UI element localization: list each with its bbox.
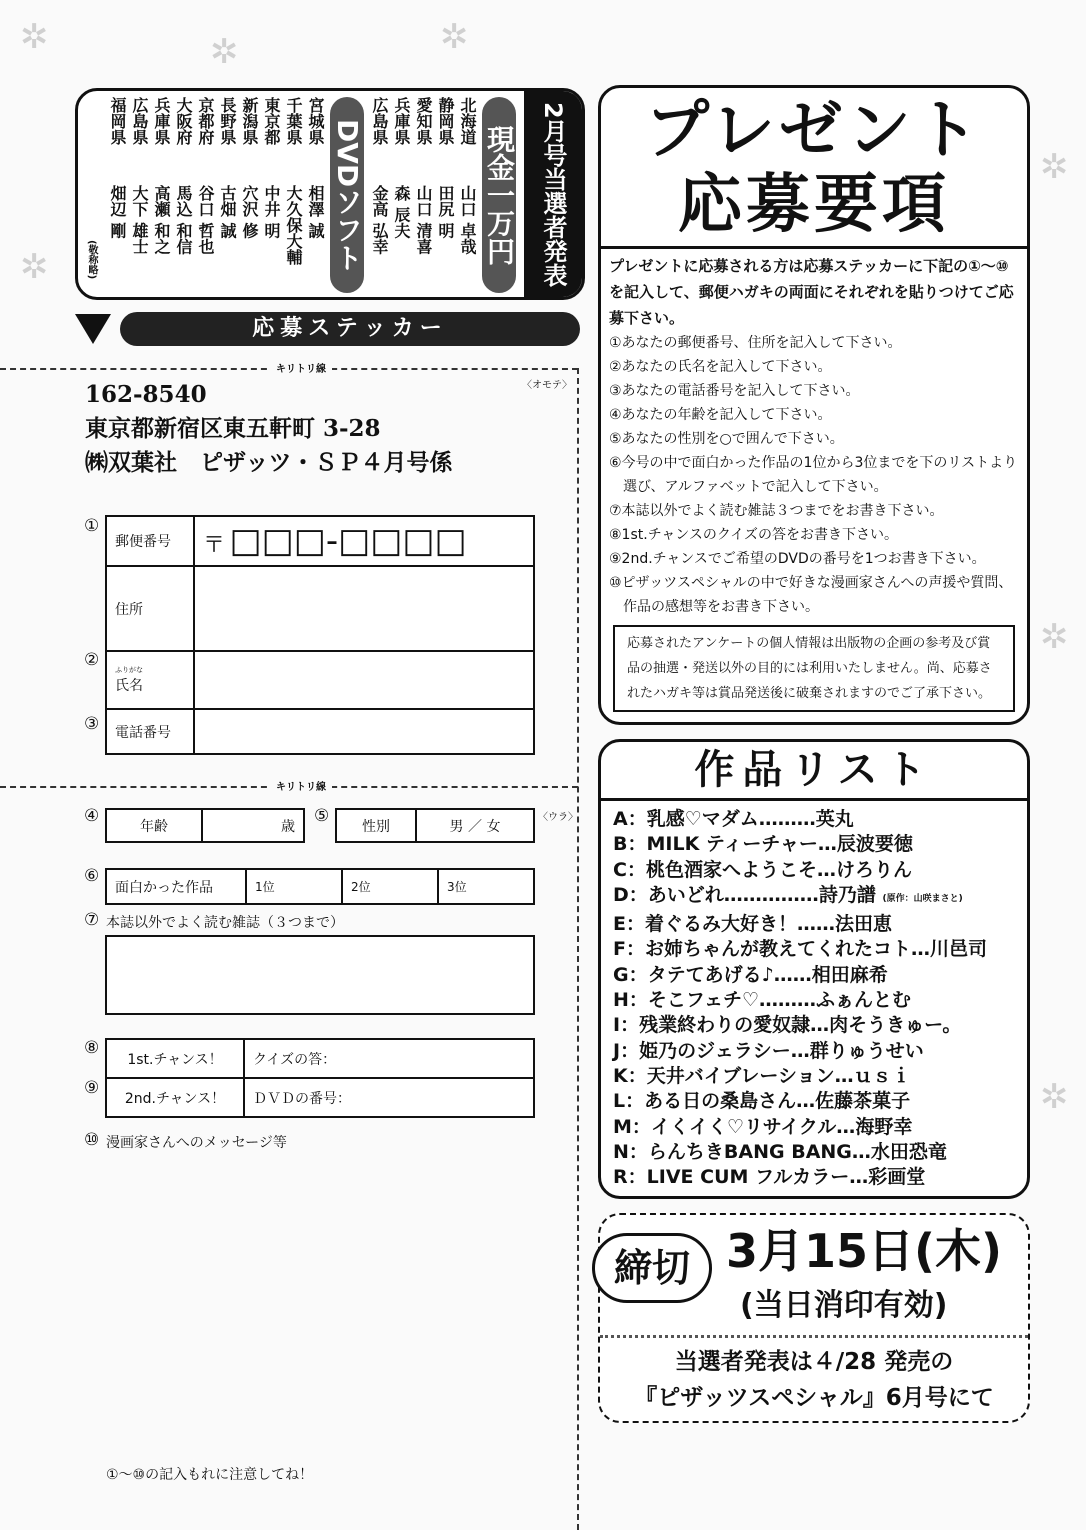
magazines-input[interactable] [105, 935, 535, 1015]
age-input[interactable] [202, 809, 304, 842]
sticker-title: 応募ステッカー [120, 312, 580, 346]
contact-form [105, 515, 535, 755]
winner-entry [390, 97, 412, 293]
winner-entry [106, 97, 128, 293]
postal-boxes: □□□-□□□□ [229, 521, 467, 561]
deadline-box [598, 1213, 1030, 1423]
address-line1: 東京都新宿区東五軒町 3-28 [85, 415, 381, 442]
mail-address [85, 378, 453, 480]
winner-name: 山口 清喜 [414, 185, 433, 255]
winner-entry [216, 97, 238, 293]
announce-line2: 『ピザッツスペシャル』6月号にて [634, 1385, 994, 1412]
star-decoration: ✲ [1040, 147, 1069, 187]
work-author: 相田麻希 [811, 963, 888, 986]
rank3-input[interactable] [438, 869, 534, 904]
right-column [598, 85, 1030, 1423]
work-key: G [613, 963, 629, 986]
work-key: D [613, 883, 629, 906]
star-decoration: ✲ [1040, 617, 1069, 657]
name-label [106, 651, 194, 709]
winner-prefecture: 福岡県 [108, 97, 127, 145]
work-item: B：MILK ティーチャー…辰波要徳 [613, 833, 913, 856]
cash-heading: 現金一万円 [482, 97, 516, 293]
work-key: I [613, 1014, 621, 1037]
guide-item: ③あなたの電話番号を記入して下さい。 [609, 383, 860, 399]
chance1-label: 1st.チャンス！ [106, 1039, 244, 1078]
address-zip: 162-8540 [85, 381, 207, 408]
favorite-works-field [105, 868, 535, 905]
privacy-notice: 応募されたアンケートの個人情報は出版物の企画の参考及び賞品の抽選・発送以外の目的には利用いたしません。尚、応募されたハガキ等は賞品発送後に破棄されますのでご了承下さい。 [613, 625, 1015, 712]
winner-name: 森 辰夫 [392, 185, 411, 239]
guide-title-1: プレゼント [645, 94, 983, 168]
winner-entry [456, 97, 478, 293]
star-decoration: ✲ [440, 17, 469, 57]
work-key: F [613, 938, 626, 961]
winner-name: 馬込 和信 [174, 185, 193, 255]
field-number: ⑩ [84, 1130, 100, 1150]
winner-prefecture: 東京都 [262, 97, 281, 145]
works-list-title: 作品リスト [601, 742, 1027, 801]
postal-input[interactable] [194, 516, 534, 566]
winner-prefecture: 広島県 [370, 97, 389, 145]
guide-item: ⑨2nd.チャンスでご希望のDVDの番号を1つお書き下さい。 [609, 551, 986, 567]
work-author: 法田恵 [835, 913, 893, 936]
winner-entry [434, 97, 456, 293]
field-number: ④ [84, 806, 100, 826]
winner-prefecture: 新潟県 [240, 97, 259, 145]
deadline-postmark: (当日消印有効) [740, 1288, 948, 1324]
work-author: 川邑司 [930, 938, 988, 961]
work-note: (原作：山咲まさと) [882, 893, 963, 904]
works-list-box [598, 739, 1030, 1199]
work-key: A [613, 808, 628, 830]
rank1-label: 1位 [255, 880, 275, 894]
cut-line-vertical [577, 368, 579, 1530]
work-key: J [613, 1039, 621, 1062]
winner-prefecture: 兵庫県 [152, 97, 171, 145]
winner-name: 山口 卓哉 [458, 185, 477, 255]
fav-label: 面白かった作品 [106, 869, 246, 904]
work-title: イくイく♡リサイクル… [650, 1115, 856, 1138]
winner-entry [194, 97, 216, 293]
winner-prefecture: 宮城県 [306, 97, 325, 145]
work-author: 肉そうきゅー。 [829, 1014, 962, 1037]
work-item: F：お姉ちゃんが教えてくれたコト…川邑司 [613, 938, 988, 961]
postal-mark: 〒 [203, 533, 226, 558]
rank1-input[interactable] [246, 869, 342, 904]
work-item: R：LIVE CUM フルカラー…彩画堂 [613, 1166, 926, 1189]
work-key: R [613, 1166, 628, 1189]
quiz-input[interactable] [244, 1039, 534, 1078]
winners-box [75, 88, 585, 300]
guide-item: ⑤あなたの性別を○で囲んで下さい。 [609, 431, 844, 447]
age-field [105, 808, 305, 843]
winner-prefecture: 愛知県 [414, 97, 433, 145]
work-title: 桃色酒家へようこそ… [645, 858, 836, 881]
field-number: ⑧ [84, 1038, 100, 1058]
magazines-label: 本誌以外でよく読む雑誌（３つまで） [106, 915, 344, 931]
deadline-label: 締切 [592, 1233, 712, 1303]
winner-prefecture: 静岡県 [436, 97, 455, 145]
address-input[interactable] [194, 566, 534, 651]
sex-options[interactable]: 男 ／ 女 [416, 809, 534, 842]
winner-name: 田尻 明 [436, 185, 455, 239]
rank3-label: 3位 [447, 880, 467, 894]
work-title: 残業終わりの愛奴隷… [639, 1014, 830, 1037]
winner-entry [304, 97, 326, 293]
work-item: H：そこフェチ♡………ふぁんとむ [613, 989, 912, 1012]
chance-field [105, 1038, 535, 1118]
postal-label: 郵便番号 [106, 516, 194, 566]
work-title: 着ぐるみ大好き！…… [645, 913, 836, 936]
winner-prefecture: 京都府 [196, 97, 215, 145]
guide-box [598, 85, 1030, 725]
work-title: お姉ちゃんが教えてくれたコト… [645, 938, 931, 961]
age-label: 年齢 [106, 809, 202, 842]
work-key: N [613, 1140, 629, 1163]
work-key: K [613, 1064, 628, 1087]
guide-item: ④あなたの年齢を記入して下さい。 [609, 407, 832, 423]
work-author: 彩画堂 [868, 1166, 926, 1189]
winner-name: 谷口 哲也 [196, 185, 215, 255]
dvd-number-label: ＤＶＤの番号： [253, 1090, 351, 1107]
work-key: C [613, 858, 627, 881]
work-title: あいどれ…………… [647, 883, 819, 906]
winner-entry [150, 97, 172, 293]
field-number: ⑥ [84, 866, 100, 886]
chance2-label: 2nd.チャンス！ [106, 1078, 244, 1117]
winner-name: 穴沢 修 [240, 185, 259, 239]
field-number: ② [84, 650, 100, 670]
work-author: 海野幸 [855, 1115, 913, 1138]
work-item: D：あいどれ……………詩乃譜 (原作：山咲まさと) [613, 883, 963, 906]
winner-entry [412, 97, 434, 293]
work-title: 乳感♡マダム……… [646, 808, 816, 830]
rank2-label: 2位 [351, 880, 371, 894]
address-line2: ㈱双葉社 ピザッツ・ＳＰ４月号係 [85, 449, 453, 476]
work-item: J：姫乃のジェラシー…群りゅうせい [613, 1039, 924, 1062]
work-author: ｕｓｉ [853, 1064, 911, 1087]
work-key: B [613, 833, 628, 856]
winner-entry [282, 97, 304, 293]
winner-name: 大久保大輔 [284, 185, 303, 265]
winner-entry [260, 97, 282, 293]
phone-label: 電話番号 [106, 709, 194, 754]
work-author: 佐藤茶菓子 [815, 1090, 911, 1113]
winner-entry [172, 97, 194, 293]
work-title: MILK ティーチャー… [646, 833, 837, 856]
guide-item: ⑩ピザッツスペシャルの中で好きな漫画家さんへの声援や質問、作品の感想等をお書き下さい。 [609, 575, 1013, 615]
field-number: ⑨ [84, 1078, 100, 1098]
work-key: M [613, 1115, 632, 1138]
cut-line-label: キリトリ線 [270, 778, 332, 793]
winner-entry [128, 97, 150, 293]
field-number: ⑦ [84, 910, 100, 930]
winner-name: 金高 弘幸 [370, 185, 389, 255]
triangle-icon [75, 314, 111, 344]
work-title: ある日の桑島さん… [644, 1090, 816, 1113]
work-title: そこフェチ♡……… [647, 989, 817, 1012]
work-item: L：ある日の桑島さん…佐藤茶菓子 [613, 1090, 911, 1113]
star-decoration: ✲ [20, 17, 49, 57]
sticker-header [75, 312, 580, 346]
field-number: ③ [84, 714, 100, 734]
work-item: N：らんちきBANG BANG…水田恐竜 [613, 1140, 947, 1163]
work-key: E [613, 913, 626, 936]
front-label: 〈オモテ〉 [522, 380, 572, 391]
name-text: 氏名 [115, 677, 143, 694]
work-key: L [613, 1090, 626, 1113]
furigana-label: ふりがな [115, 665, 143, 674]
work-item: K：天井バイブレーション…ｕｓｉ [613, 1064, 911, 1087]
work-item: C：桃色酒家へようこそ…けろりん [613, 858, 912, 881]
winner-prefecture: 大阪府 [174, 97, 193, 145]
back-label: 〈ウラ〉 [538, 812, 578, 823]
work-title: LIVE CUM フルカラー… [646, 1166, 869, 1189]
work-author: 辰波要徳 [836, 833, 913, 856]
winner-name: 大下 雄士 [130, 185, 149, 255]
work-author: 水田恐竜 [870, 1140, 947, 1163]
winner-name: 高瀬 和之 [152, 185, 171, 255]
age-unit: 歳 [281, 818, 295, 835]
honorific-note: (敬称略) [86, 239, 97, 279]
winner-name: 畑辺 剛 [108, 185, 127, 239]
winner-prefecture: 広島県 [130, 97, 149, 145]
address-label: 住所 [106, 566, 194, 651]
winner-name: 相澤 誠 [306, 185, 325, 239]
work-author: けろりん [835, 858, 912, 881]
field-number: ① [84, 516, 100, 536]
guide-item: ⑥今号の中で面白かった作品の1位から3位までを下のリストより選び、アルファベットで記入して下さい。 [609, 455, 1018, 495]
work-title: 姫乃のジェラシー… [639, 1039, 810, 1062]
work-title: タテてあげる♪…… [647, 963, 812, 986]
guide-item: ⑧1st.チャンスのクイズの答をお書き下さい。 [609, 527, 899, 543]
sex-field [335, 808, 535, 843]
winners-title: 2月号当選者発表 [524, 91, 582, 297]
work-item: A：乳感♡マダム………英丸 [613, 808, 854, 830]
work-author: ふぁんとむ [816, 989, 912, 1012]
work-title: らんちきBANG BANG… [647, 1140, 871, 1163]
winner-prefecture: 千葉県 [284, 97, 303, 145]
winner-prefecture: 長野県 [218, 97, 237, 145]
work-item: E：着ぐるみ大好き！……法田恵 [613, 913, 893, 936]
guide-title-2: 応募要項 [678, 168, 950, 242]
cut-line-label: キリトリ線 [270, 360, 332, 375]
deadline-date: 3月15日(木) [726, 1224, 1003, 1279]
footer-note: ①～⑩の記入もれに注意してね！ [106, 1467, 314, 1483]
work-key: H [613, 989, 629, 1012]
guide-item: ②あなたの氏名を記入して下さい。 [609, 359, 832, 375]
field-number: ⑤ [314, 806, 330, 826]
message-label: 漫画家さんへのメッセージ等 [106, 1135, 287, 1151]
work-author: 群りゅうせい [809, 1039, 924, 1062]
winner-prefecture: 北海道 [458, 97, 477, 145]
work-item: G：タテてあげる♪……相田麻希 [613, 963, 888, 986]
announce-line1: 当選者発表は４/28 発売の [674, 1349, 954, 1376]
guide-item: ①あなたの郵便番号、住所を記入して下さい。 [609, 335, 902, 351]
phone-input[interactable] [194, 709, 534, 754]
guide-item: ⑦本誌以外でよく読む雑誌３つまでをお書き下さい。 [609, 503, 944, 519]
winner-name: 古畑 誠 [218, 185, 237, 239]
winner-name: 中井 明 [262, 185, 281, 239]
work-author: 詩乃譜 [818, 883, 876, 906]
rank2-input[interactable] [342, 869, 438, 904]
guide-intro: プレゼントに応募される方は応募ステッカーに下記の①～⑩を記入して、郵便ハガキの両面にそれぞれを貼りつけてご応募下さい。 [609, 257, 1014, 327]
sex-label: 性別 [336, 809, 416, 842]
work-author: 英丸 [815, 808, 854, 830]
quiz-label: クイズの答： [253, 1051, 337, 1068]
dvd-number-input[interactable] [244, 1078, 534, 1117]
work-item: M：イくイく♡リサイクル…海野幸 [613, 1115, 913, 1138]
winner-prefecture: 兵庫県 [392, 97, 411, 145]
dvd-heading: DVDソフト [330, 97, 364, 293]
winner-entry [368, 97, 390, 293]
name-input[interactable] [194, 651, 534, 709]
star-decoration: ✲ [1040, 1077, 1069, 1117]
star-decoration: ✲ [20, 247, 49, 287]
winner-entry [238, 97, 260, 293]
star-decoration: ✲ [210, 32, 239, 72]
work-title: 天井バイブレーション… [646, 1064, 854, 1087]
work-item: I：残業終わりの愛奴隷…肉そうきゅー。 [613, 1014, 962, 1037]
